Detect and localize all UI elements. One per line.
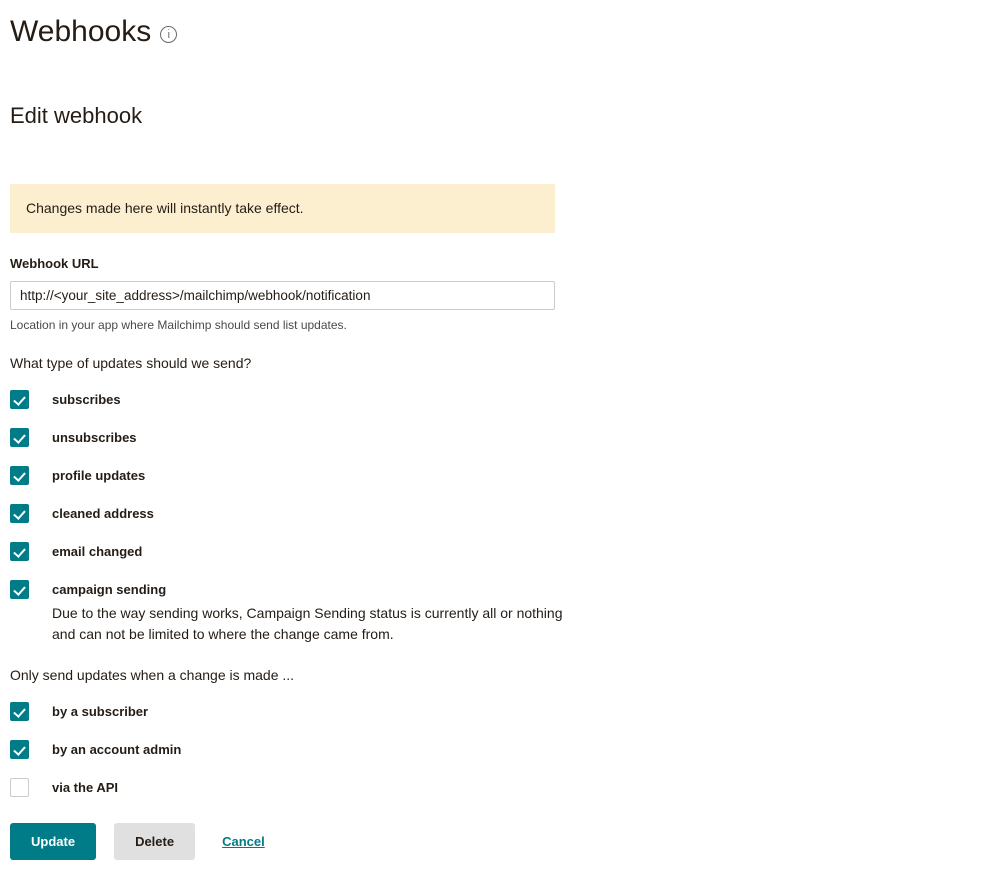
checkbox-label-by-an-account-admin: by an account admin bbox=[52, 742, 182, 757]
info-icon[interactable] bbox=[160, 26, 177, 43]
checkbox-subscribes[interactable] bbox=[10, 390, 29, 409]
checkbox-by-a-subscriber[interactable] bbox=[10, 702, 29, 721]
section-title: Edit webhook bbox=[10, 103, 143, 128]
webhook-url-help: Location in your app where Mailchimp should send list updates. bbox=[10, 318, 347, 332]
checkbox-row-subscribes[interactable] bbox=[10, 390, 1008, 409]
checkbox-campaign-sending[interactable] bbox=[10, 580, 29, 599]
checkbox-label-by-a-subscriber: by a subscriber bbox=[52, 704, 149, 719]
checkbox-label-subscribes: subscribes bbox=[52, 392, 121, 407]
checkbox-profile-updates[interactable] bbox=[10, 466, 29, 485]
checkbox-label-cleaned-address: cleaned address bbox=[52, 506, 154, 521]
checkbox-by-an-account-admin[interactable] bbox=[10, 740, 29, 759]
cancel-link[interactable]: Cancel bbox=[222, 834, 265, 849]
checkbox-label-campaign-sending: campaign sending bbox=[52, 582, 167, 597]
checkbox-label-unsubscribes: unsubscribes bbox=[52, 430, 137, 445]
checkbox-row-cleaned-address[interactable] bbox=[10, 504, 1008, 523]
checkbox-email-changed[interactable] bbox=[10, 542, 29, 561]
webhook-url-label: Webhook URL bbox=[10, 256, 99, 271]
checkbox-via-the-api[interactable] bbox=[10, 778, 29, 797]
checkbox-row-via-the-api[interactable] bbox=[10, 778, 1008, 797]
page-title bbox=[10, 0, 1008, 50]
checkbox-unsubscribes[interactable] bbox=[10, 428, 29, 447]
sources-question: Only send updates when a change is made ... bbox=[10, 667, 295, 683]
checkbox-row-email-changed[interactable] bbox=[10, 542, 1008, 561]
checkbox-label-email-changed: email changed bbox=[52, 544, 143, 559]
instant-effect-notice: Changes made here will instantly take effect. bbox=[10, 184, 555, 233]
campaign-sending-note: Due to the way sending works, Campaign Sending status is currently all or nothing and can not be limited to where the change came from. bbox=[52, 605, 563, 642]
update-button[interactable]: Update bbox=[10, 823, 96, 860]
checkbox-label-via-the-api: via the API bbox=[52, 780, 118, 795]
form-actions bbox=[10, 823, 1008, 860]
webhook-url-input[interactable] bbox=[10, 281, 555, 310]
checkbox-row-campaign-sending[interactable] bbox=[10, 580, 1008, 599]
checkbox-row-by-a-subscriber[interactable] bbox=[10, 702, 1008, 721]
checkbox-row-profile-updates[interactable] bbox=[10, 466, 1008, 485]
checkbox-label-profile-updates: profile updates bbox=[52, 468, 146, 483]
checkbox-row-by-an-account-admin[interactable] bbox=[10, 740, 1008, 759]
checkbox-cleaned-address[interactable] bbox=[10, 504, 29, 523]
update-types-question: What type of updates should we send? bbox=[10, 355, 252, 371]
checkbox-row-unsubscribes[interactable] bbox=[10, 428, 1008, 447]
page-title-text: Webhooks bbox=[10, 15, 152, 48]
delete-button[interactable]: Delete bbox=[114, 823, 195, 860]
